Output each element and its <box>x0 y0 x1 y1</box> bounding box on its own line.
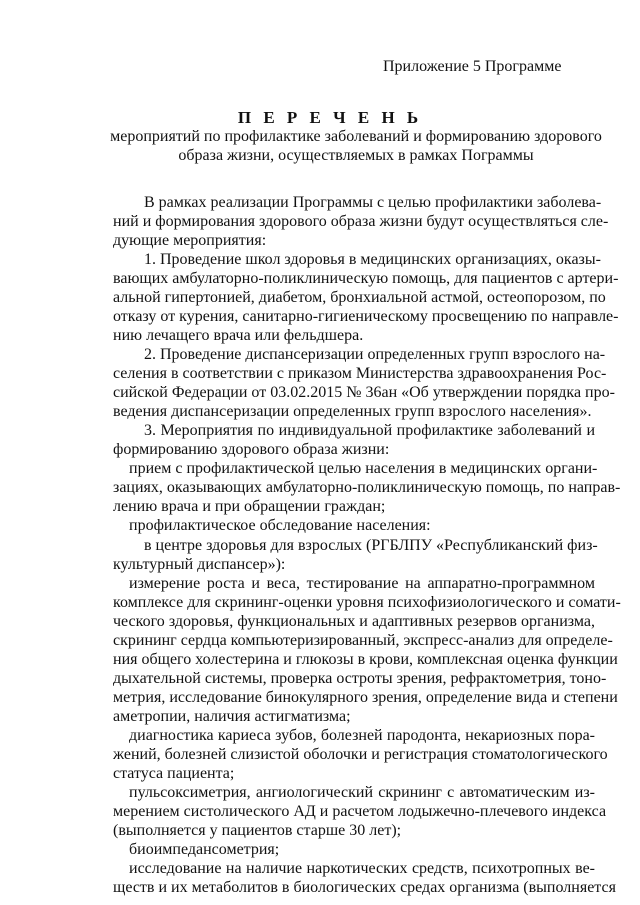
body-line: исследование на наличие наркотических средств, психотропных ве- <box>129 860 595 877</box>
body-line: жений, болезней слизистой оболочки и регистрация стоматологического <box>113 746 608 763</box>
appendix-label: Приложение 5 Программе <box>383 58 562 75</box>
body-line: аметропии, наличия астигматизма; <box>113 708 351 725</box>
body-line: (выполняется у пациентов старше 30 лет); <box>113 822 402 839</box>
body-line: профилактическое обследование населения: <box>129 517 431 534</box>
body-line: отказу от курения, санитарно-гигиеническому просвещению по направле- <box>113 308 619 325</box>
body-line: ществ и их метаболитов в биологических средах организма (выполняется <box>113 879 616 896</box>
body-line: В рамках реализации Программы с целью профилактики заболева- <box>144 194 602 211</box>
body-line: 3. Мероприятия по индивидуальной профилактике заболеваний и <box>144 422 595 439</box>
body-line: мерением систолического АД и расчетом лодыжечно-плечевого индекса <box>113 803 607 820</box>
body-line: метрия, исследование бинокулярного зрения, определение вида и степени <box>113 689 618 706</box>
body-line: статуса пациента; <box>113 765 235 782</box>
body-line: диагностика кариеса зубов, болезней пародонта, некариозных пора- <box>129 727 595 744</box>
body-line: нию лечащего врача или фельдшера. <box>113 327 364 344</box>
body-line: формированию здорового образа жизни: <box>113 441 390 458</box>
body-line: 2. Проведение диспансеризации определенных групп взрослого на- <box>144 346 606 363</box>
body-line: ведения диспансеризации определенных групп взрослого населения». <box>113 403 592 420</box>
body-line: сийской Федерации от 03.02.2015 № 36ан «Об утверждении порядка про- <box>113 384 615 401</box>
body-line: ния общего холестерина и глюкозы в крови, комплексная оценка функции <box>113 651 618 668</box>
body-line: прием с профилактической целью населения в медицинских органи- <box>129 460 598 477</box>
body-line: биоимпедансометрия; <box>129 841 280 858</box>
body-line: дующие мероприятия: <box>113 232 267 249</box>
body-line: дыхательной системы, проверка остроты зрения, рефрактометрия, тоно- <box>113 670 607 687</box>
body-line: селения в соответствии с приказом Министерства здравоохранения Рос- <box>113 365 607 382</box>
document-title: П Е Р Е Ч Е Н Ь <box>237 108 423 127</box>
body-line: 1. Проведение школ здоровья в медицинских организациях, оказы- <box>144 251 601 268</box>
document-subtitle <box>96 127 616 165</box>
body-line: культурный диспансер»): <box>113 556 286 573</box>
body-line: альной гипертонией, диабетом, бронхиальной астмой, остеопорозом, по <box>113 289 606 306</box>
body-line: лению врача и при обращении граждан; <box>113 498 386 515</box>
body-line: вающих амбулаторно-поликлиническую помощь, для пациентов с артери- <box>113 270 619 287</box>
body-line: пульсоксиметрия, ангиологический скрининг с автоматическим из- <box>129 784 595 801</box>
body-line: скрининг сердца компьютеризированный, экспресс-анализ для определе- <box>113 632 613 649</box>
body-line: ческого здоровья, функциональных и адаптивных резервов организма, <box>113 613 595 630</box>
body-line: измерение роста и веса, тестирование на аппаратно-программном <box>129 575 595 592</box>
body-line: в центре здоровья для взрослых (РГБЛПУ «Республиканский физ- <box>144 537 598 554</box>
subtitle-line: образа жизни, осуществляемых в рамках Пограммы <box>178 147 534 164</box>
body-line: ний и формирования здорового образа жизни будут осуществляться сле- <box>113 213 609 230</box>
subtitle-line: мероприятий по профилактике заболеваний и формированию здорового <box>110 128 602 145</box>
body-line: зациях, оказывающих амбулаторно-поликлиническую помощь, по направ- <box>113 479 621 496</box>
body-line: комплексе для скрининг-оценки уровня психофизиологического и сомати- <box>113 594 621 611</box>
